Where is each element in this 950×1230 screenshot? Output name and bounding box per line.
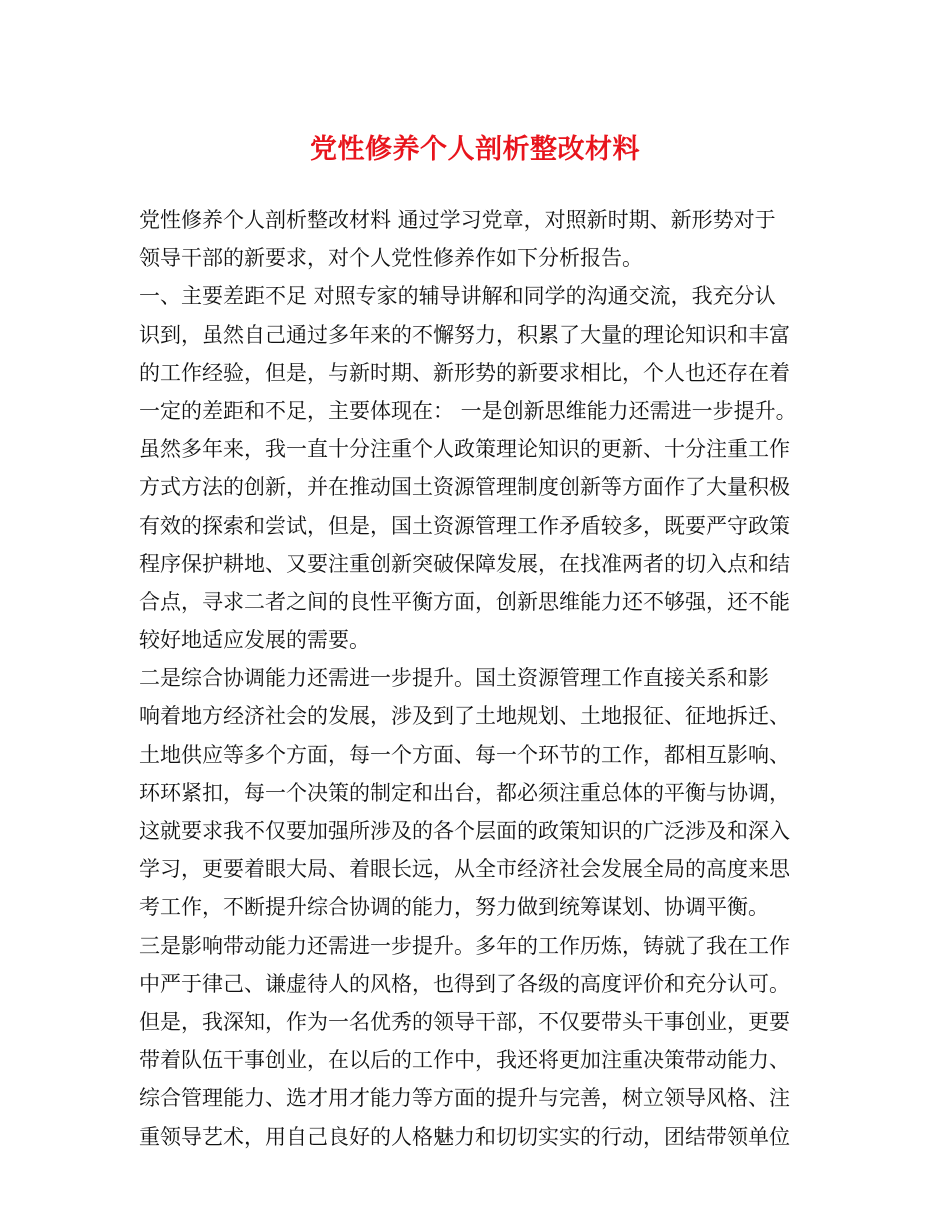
body-line: 较好地适应发展的需要。	[139, 628, 370, 653]
body-line: 合点，寻求二者之间的良性平衡方面，创新思维能力还不够强，还不能	[139, 589, 790, 614]
body-line: 环环紧扣，每一个决策的制定和出台，都必须注重总体的平衡与协调，	[139, 780, 790, 805]
body-line: 程序保护耕地、又要注重创新突破保障发展，在找准两者的切入点和结	[139, 551, 790, 576]
body-line: 党性修养个人剖析整改材料 通过学习党章，对照新时期、新形势对于	[139, 208, 776, 232]
body-line: 二是综合协调能力还需进一步提升。国土资源管理工作直接关系和影	[139, 666, 769, 691]
body-line: 响着地方经济社会的发展，涉及到了土地规划、土地报征、征地拆迁、	[139, 704, 790, 729]
body-line: 领导干部的新要求，对个人党性修养作如下分析报告。	[139, 246, 643, 271]
body-line: 学习，更要着眼大局、着眼长远，从全市经济社会发展全局的高度来思	[139, 857, 790, 882]
body-line: 土地供应等多个方面，每一个方面、每一个环节的工作，都相互影响、	[139, 742, 790, 767]
body-line: 综合管理能力、选才用才能力等方面的提升与完善，树立领导风格、注	[139, 1086, 790, 1111]
document-body	[139, 201, 819, 1156]
body-line: 虽然多年来，我一直十分注重个人政策理论知识的更新、十分注重工作	[139, 437, 790, 462]
body-line: 有效的探索和尝试，但是，国土资源管理工作矛盾较多，既要严守政策	[139, 513, 790, 538]
body-line: 一、主要差距不足 对照专家的辅导讲解和同学的沟通交流，我充分认	[139, 284, 776, 309]
body-line: 带着队伍干事创业，在以后的工作中，我还将更加注重决策带动能力、	[139, 1048, 790, 1073]
body-line: 这就要求我不仅要加强所涉及的各个层面的政策知识的广泛涉及和深入	[139, 819, 790, 843]
document-title: 党性修养个人剖析整改材料	[310, 134, 640, 165]
body-line: 方式方法的创新，并在推动国土资源管理制度创新等方面作了大量积极	[139, 475, 790, 500]
body-line: 考工作，不断提升综合协调的能力，努力做到统筹谋划、协调平衡。	[139, 895, 769, 920]
body-line: 的工作经验，但是，与新时期、新形势的新要求相比，个人也还存在着	[139, 360, 790, 385]
body-line: 中严于律己、谦虚待人的风格，也得到了各级的高度评价和充分认可。	[139, 971, 790, 996]
body-line: 三是影响带动能力还需进一步提升。多年的工作历炼，铸就了我在工作	[139, 933, 790, 958]
body-line: 一定的差距和不足，主要体现在： 一是创新思维能力还需进一步提升。	[139, 398, 797, 423]
body-line: 识到，虽然自己通过多年来的不懈努力，积累了大量的理论知识和丰富	[139, 322, 790, 347]
body-line: 重领导艺术，用自己良好的人格魅力和切切实实的行动，团结带领单位	[139, 1124, 790, 1149]
body-line: 但是，我深知，作为一名优秀的领导干部，不仅要带头干事创业，更要	[139, 1009, 790, 1034]
